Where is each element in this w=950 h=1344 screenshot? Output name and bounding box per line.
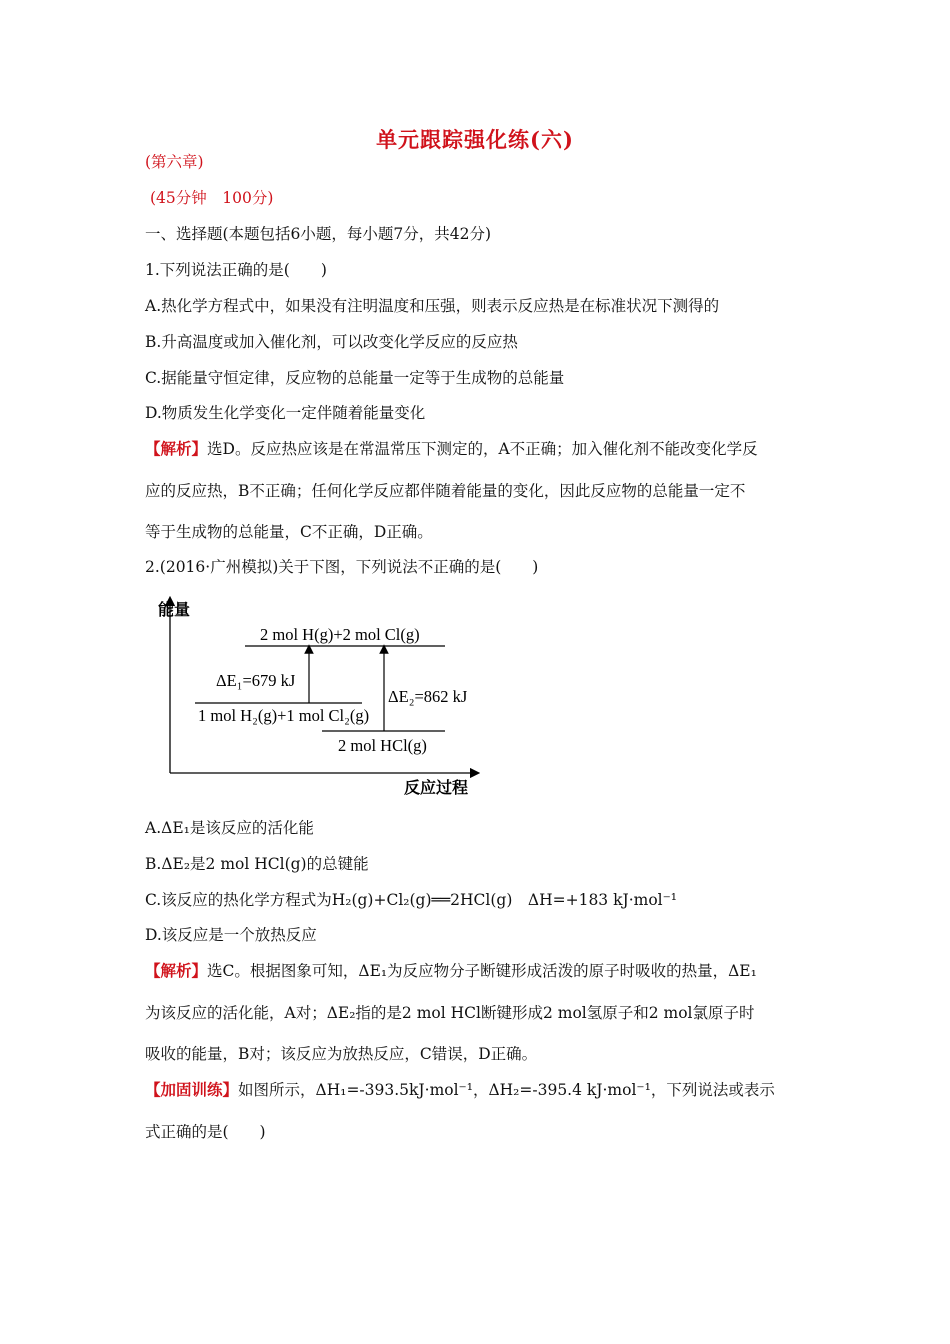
bottom-level-label: 2 mol HCl(g) <box>338 736 427 755</box>
time-score: (45分钟 100分) <box>150 189 274 207</box>
q1-option-d: D.物质发生化学变化一定伴随着能量变化 <box>145 404 426 422</box>
q1-option-b: B.升高温度或加入催化剂，可以改变化学反应的反应热 <box>145 333 518 351</box>
dE2-label: ΔE₂=862 kJ <box>388 687 468 706</box>
x-axis-label: 反应过程 <box>404 778 469 797</box>
q2-option-d: D.该反应是一个放热反应 <box>145 926 317 944</box>
extra-practice-text: 如图所示，ΔH₁=-393.5kJ·mol⁻¹，ΔH₂=-395.4 kJ·mol⁻¹，下列说法或表示 <box>238 1081 775 1099</box>
q2-option-c: C.该反应的热化学方程式为H₂(g)+Cl₂(g)══2HCl(g) ΔH=+183 kJ·mol⁻¹ <box>145 891 678 909</box>
q1-option-a: A.热化学方程式中，如果没有注明温度和压强，则表示反应热是在标准状况下测得的 <box>145 297 720 315</box>
q2-analysis-line2: 为该反应的活化能，A对；ΔE₂指的是2 mol HCl断键形成2 mol氢原子和2 mol氯原子时 <box>145 1004 755 1022</box>
mid-level-label: 1 mol H₂(g)+1 mol Cl₂(g) <box>198 706 370 725</box>
extra-practice-line1 <box>145 1080 775 1100</box>
extra-practice-line2: 式正确的是( ) <box>145 1123 266 1141</box>
page-title: 单元跟踪强化练(六) <box>376 127 574 152</box>
q1-analysis-line3: 等于生成物的总能量，C不正确，D正确。 <box>145 523 433 541</box>
q2-analysis-line1 <box>145 961 757 981</box>
q1-analysis-line1 <box>145 439 758 459</box>
analysis-text: 选C。根据图象可知，ΔE₁为反应物分子断键形成活泼的原子时吸收的热量，ΔE₁ <box>207 962 757 980</box>
q1-option-c: C.据能量守恒定律，反应物的总能量一定等于生成物的总能量 <box>145 369 565 387</box>
extra-practice-tag: 【加固训练】 <box>145 1080 239 1099</box>
energy-diagram <box>150 593 490 803</box>
q1-analysis-line2: 应的反应热，B不正确；任何化学反应都伴随着能量的变化，因此反应物的总能量一定不 <box>145 482 746 500</box>
y-axis-label: 能量 <box>158 600 191 619</box>
analysis-tag: 【解析】 <box>145 961 208 980</box>
section-heading: 一、选择题(本题包括6小题，每小题7分，共42分) <box>145 225 492 243</box>
q2-analysis-line3: 吸收的能量，B对；该反应为放热反应，C错误，D正确。 <box>145 1045 538 1063</box>
analysis-tag: 【解析】 <box>145 439 208 458</box>
top-level-label: 2 mol H(g)+2 mol Cl(g) <box>260 625 420 644</box>
analysis-text: 选D。反应热应该是在常温常压下测定的，A不正确；加入催化剂不能改变化学反 <box>207 440 758 458</box>
dE1-label: ΔE₁=679 kJ <box>216 671 296 690</box>
chapter-label: (第六章) <box>145 153 204 171</box>
q2-option-b: B.ΔE₂是2 mol HCl(g)的总键能 <box>145 855 369 873</box>
q1-stem: 1.下列说法正确的是( ) <box>145 261 327 279</box>
q2-stem: 2.(2016·广州模拟)关于下图，下列说法不正确的是( ) <box>145 558 539 576</box>
q2-option-a: A.ΔE₁是该反应的活化能 <box>145 819 314 837</box>
